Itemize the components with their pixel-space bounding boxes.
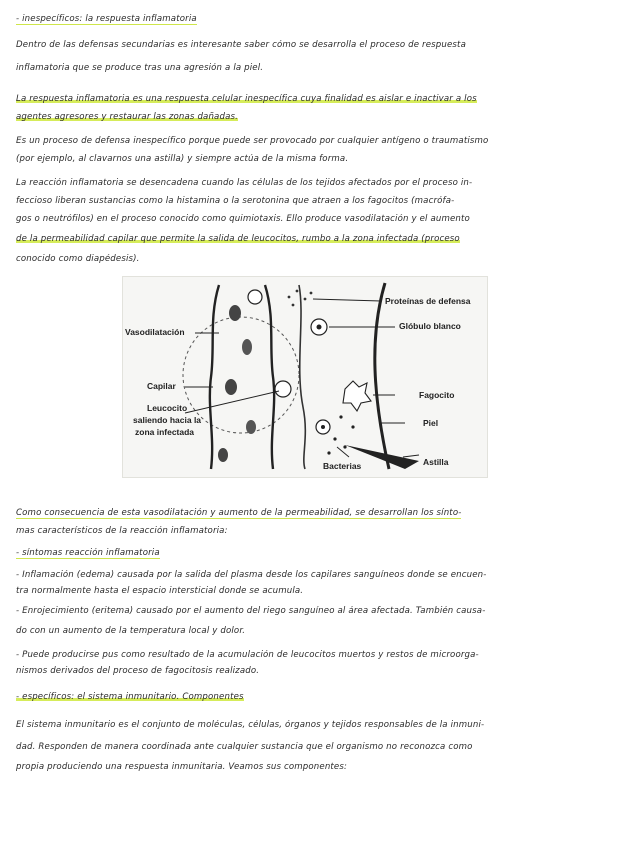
text-line: propia produciendo una respuesta inmunitaria. Veamos sus componentes:: [16, 762, 348, 772]
blood-cell: [242, 339, 252, 355]
inflammation-diagram: [122, 276, 488, 478]
label-defense-proteins: Proteínas de defensa: [385, 296, 471, 306]
text-line: La reacción inflamatoria se desencadena cuando las células de los tejidos afectados por el proceso in-: [16, 178, 473, 188]
list-item: nismos derivados del proceso de fagocitosis realizado.: [16, 666, 260, 676]
diagram-illustration: [123, 277, 487, 477]
blood-cell: [225, 379, 237, 395]
underlined-text: Como consecuencia de esta vasodilatación y aumento de la permeabilidad, se desarrollan los sínto-: [16, 508, 461, 519]
list-item: - Enrojecimiento (eritema) causado por el aumento del riego sanguíneo al área afectada. También causa-: [16, 606, 486, 616]
label-skin: Piel: [423, 418, 439, 428]
text-line: mas característicos de la reacción inflamatoria:: [16, 526, 228, 536]
text-line: Es un proceso de defensa inespecífico porque puede ser provocado por cualquier antígeno o traumatismo: [16, 136, 489, 146]
label-bacteria: Bacterias: [323, 461, 362, 471]
text-line: inflamatoria que se produce tras una agresión a la piel.: [16, 63, 264, 73]
capillary-wall-right: [265, 285, 274, 469]
text-line: conocido como diapédesis).: [16, 254, 140, 264]
leukocyte-exiting: [275, 381, 291, 397]
label-phagocyte: Fagocito: [419, 390, 455, 400]
text-line: dad. Responden de manera coordinada ante cualquier sustancia que el organismo no reconozca como: [16, 742, 473, 752]
label-splinter: Astilla: [423, 457, 449, 467]
list-item: - Inflamación (edema) causada por la salida del plasma desde los capilares sanguíneos donde se encuen-: [16, 570, 487, 580]
list-item: - Puede producirse pus como resultado de la acumulación de leucocitos muertos y restos de microorga-: [16, 650, 479, 660]
label-white-blood-cell: Glóbulo blanco: [399, 321, 461, 331]
highlighted-text: agentes agresores y restaurar las zonas dañadas.: [16, 112, 239, 122]
leukocyte: [248, 290, 262, 304]
phagocyte: [343, 381, 371, 411]
label-leukocyte-line2: saliendo hacia la: [133, 415, 202, 425]
list-item: tra normalmente hasta el espacio intersticial donde se acumula.: [16, 586, 304, 596]
text-line: feccioso liberan sustancias como la histamina o la serotonina que atraen a los fagocitos (macrófa-: [16, 196, 455, 206]
heading-specific: - específicos: el sistema inmunitario. Componentes: [16, 692, 244, 702]
label-capillary: Capilar: [147, 381, 176, 391]
blood-cell: [218, 448, 228, 462]
label-pointers: [185, 299, 419, 457]
blood-cell: [246, 420, 256, 434]
highlighted-text: La respuesta inflamatoria es una respuesta celular inespecífica cuya finalidad es aislar e inactivar a los: [16, 94, 477, 104]
text-line: (por ejemplo, al clavarnos una astilla) y siempre actúa de la misma forma.: [16, 154, 349, 164]
bacteria: [327, 415, 354, 454]
heading-symptoms: - síntomas reacción inflamatoria: [16, 548, 622, 559]
label-leukocyte: Leucocito: [147, 403, 188, 413]
list-item: do con un aumento de la temperatura local y dolor.: [16, 626, 246, 636]
text-line: Dentro de las defensas secundarias es interesante saber cómo se desarrolla el proceso de respuesta: [16, 40, 466, 50]
text-line: El sistema inmunitario es el conjunto de moléculas, células, órganos y tejidos responsables de la inmuni-: [16, 720, 485, 730]
skin-line: [375, 283, 389, 469]
highlighted-text: de la permeabilidad capilar que permite la salida de leucocitos, rumbo a la zona infectada (proceso: [16, 234, 460, 244]
blood-cell: [229, 305, 241, 321]
label-leukocyte-line3: zona infectada: [135, 427, 195, 437]
capillary-wall-left: [210, 285, 219, 469]
label-vasodilation: Vasodilatación: [125, 327, 185, 337]
text-line: gos o neutrófilos) en el proceso conocido como quimiotaxis. Ello produce vasodilatación y el aumento: [16, 214, 470, 224]
tissue-boundary: [299, 285, 305, 469]
heading-inespecificos: - inespecíficos: la respuesta inflamatoria: [16, 14, 622, 25]
